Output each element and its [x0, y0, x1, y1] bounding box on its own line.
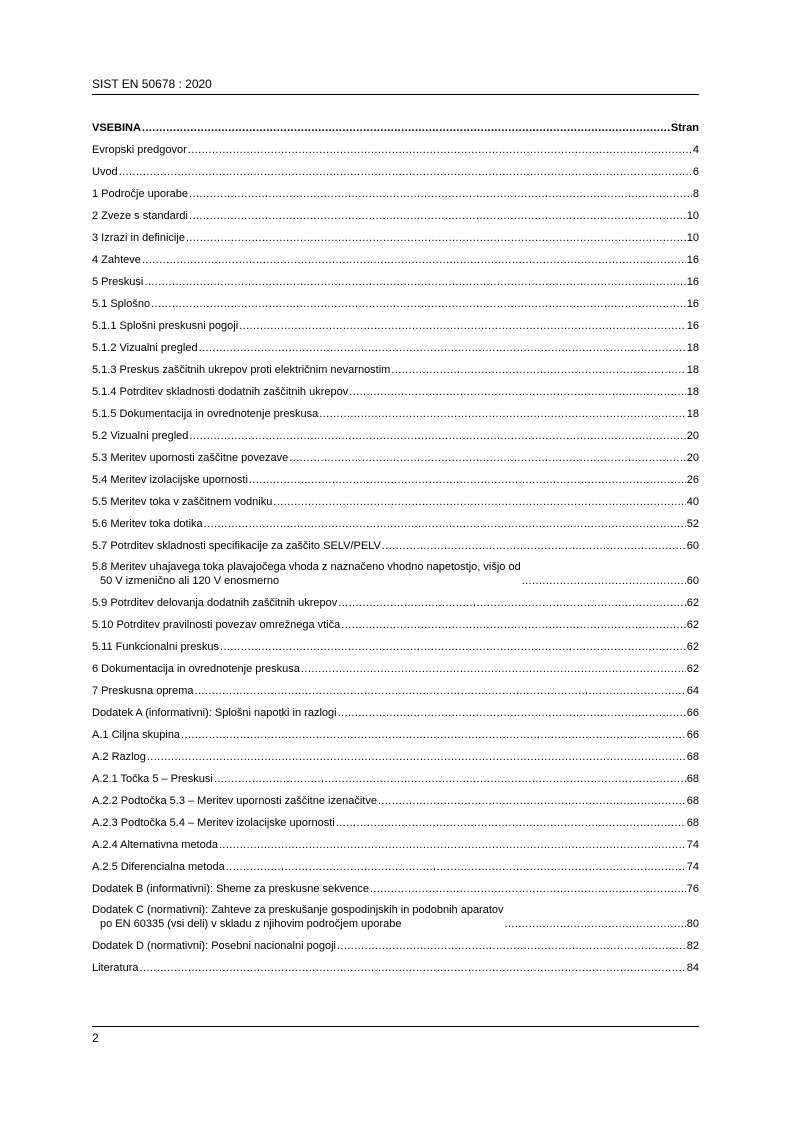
- toc-entry[interactable]: [92, 830, 699, 852]
- toc-entry[interactable]: [92, 179, 699, 201]
- toc-entry[interactable]: [92, 896, 699, 931]
- toc-entry-title: Literatura: [92, 962, 139, 974]
- toc-entry-page-number: 60: [686, 540, 699, 552]
- toc-entry[interactable]: [92, 487, 699, 509]
- toc-entry-page-number: 62: [686, 619, 699, 631]
- toc-leader-dots: [219, 838, 686, 852]
- toc-entry-title: Uvod: [92, 166, 118, 178]
- toc-entry-label: [92, 684, 195, 698]
- toc-entry-label: [92, 750, 147, 764]
- toc-entry-title-continuation: 50 V izmenično ali 120 V enosmerno: [100, 575, 280, 587]
- footer-page-number: 2: [92, 1031, 99, 1045]
- toc-leader-dots: [151, 297, 686, 311]
- toc-entry-title: Dodatek C (normativni): Zahteve za preskušanje gospodinjskih in podobnih aparatov: [92, 904, 504, 916]
- toc-entry-page-number: 66: [686, 729, 699, 741]
- toc-heading-page-label: Stran: [670, 122, 699, 134]
- toc-entry-title: 5.9 Potrditev delovanja dodatnih zaščitnih ukrepov: [92, 597, 338, 609]
- toc-heading-label: VSEBINA: [92, 122, 141, 134]
- toc-leader-dots: [349, 385, 686, 399]
- toc-entry-title: A.1 Ciljna skupina: [92, 729, 181, 741]
- toc-leader-dots: [142, 253, 686, 267]
- toc-entry-page-number: 18: [686, 342, 699, 354]
- toc-entry-label: [92, 961, 139, 975]
- toc-entry-title-continuation: po EN 60335 (vsi deli) v skladu z njihovim področjem uporabe: [100, 918, 402, 930]
- toc-leader-dots: [199, 341, 686, 355]
- toc-entry-title: A.2 Razlog: [92, 751, 146, 763]
- toc-heading-row: [92, 113, 699, 135]
- toc-entry-page-number: 84: [686, 962, 699, 974]
- toc-entry-label: [92, 539, 382, 553]
- toc-entry-page-number: 18: [686, 386, 699, 398]
- toc-entry[interactable]: [92, 355, 699, 377]
- toc-entry-page-number: 68: [686, 795, 699, 807]
- toc-leader-dots: [370, 882, 686, 896]
- toc-entry[interactable]: [92, 509, 699, 531]
- toc-entry-page-number: 68: [686, 751, 699, 763]
- toc-leader-dots: [220, 640, 686, 654]
- toc-entry-page-number: 16: [686, 298, 699, 310]
- toc-leader-dots: [522, 574, 686, 588]
- toc-entry-label: [92, 231, 186, 245]
- toc-entry-page-number: 68: [686, 773, 699, 785]
- toc-entry-page-number: 74: [686, 839, 699, 851]
- toc-entry-label: [92, 297, 151, 311]
- toc-entry-label: [92, 838, 219, 852]
- toc-entry-label: [92, 640, 220, 654]
- toc-entry-label: [92, 187, 189, 201]
- toc-entry-label: [92, 860, 226, 874]
- toc-leader-dots: [382, 539, 686, 553]
- toc-leader-dots: [301, 662, 686, 676]
- toc-leader-dots: [189, 187, 692, 201]
- toc-entry-title: 5 Preskusi: [92, 276, 144, 288]
- toc-entry-label: [92, 363, 391, 377]
- toc-leader-dots: [273, 495, 685, 509]
- toc-entry-title: Dodatek A (informativni): Splošni napotki in razlogi: [92, 707, 337, 719]
- toc-entry[interactable]: [92, 135, 699, 157]
- toc-entry-title: 5.4 Meritev izolacijske upornosti: [92, 474, 248, 486]
- toc-entry-title: 5.1.2 Vizualni pregled: [92, 342, 198, 354]
- toc-entry-title: Evropski predgovor: [92, 144, 187, 156]
- toc-entry-page-number: 64: [686, 685, 699, 697]
- toc-entry-title: 5.1.3 Preskus zaščitnih ukrepov proti električnim nevarnostim: [92, 364, 391, 376]
- toc-entry[interactable]: [92, 377, 699, 399]
- toc-leader-dots: [338, 596, 686, 610]
- header-rule: [92, 94, 699, 95]
- toc-leader-dots: [338, 706, 686, 720]
- toc-entry-label: [92, 517, 204, 531]
- toc-entry[interactable]: [92, 421, 699, 443]
- toc-entry-label: [92, 728, 181, 742]
- toc-entry-page-number: 8: [692, 188, 699, 200]
- toc-leader-dots: [341, 618, 686, 632]
- toc-entry-title: 6 Dokumentacija in ovrednotenje preskusa: [92, 663, 300, 675]
- toc-entry-title: 3 Izrazi in definicije: [92, 232, 185, 244]
- toc-entry-title: Dodatek B (informativni): Sheme za preskusne sekvence: [92, 883, 369, 895]
- toc-entry-page-number: 62: [686, 641, 699, 653]
- toc-entry[interactable]: [92, 874, 699, 896]
- toc-leader-dots: [337, 939, 686, 953]
- toc-entry-label: [92, 319, 239, 333]
- toc-entry-label: [92, 794, 378, 808]
- toc-entry[interactable]: [92, 245, 699, 267]
- toc-entry-title: A.2.4 Alternativna metoda: [92, 839, 218, 851]
- toc-entry-label: [92, 165, 119, 179]
- toc-entry-title: 5.11 Funkcionalni preskus: [92, 641, 219, 653]
- toc-entry[interactable]: [92, 531, 699, 553]
- footer-rule: [92, 1026, 699, 1027]
- toc-entry-title: A.2.3 Podtočka 5.4 – Meritev izolacijske upornosti: [92, 817, 335, 829]
- toc-leader-dots: [239, 319, 686, 333]
- toc-entry-label: [92, 341, 199, 355]
- toc-entry-label: [92, 473, 249, 487]
- toc-entry-page-number: 10: [686, 232, 699, 244]
- toc-entry-page-number: 20: [686, 452, 699, 464]
- toc-leader-dots: [188, 143, 692, 157]
- toc-entry-title: A.2.1 Točka 5 – Preskusi: [92, 773, 213, 785]
- toc-entry-title: 5.6 Meritev toka dotika: [92, 518, 203, 530]
- toc-entry-title: 5.2 Vizualni pregled: [92, 430, 189, 442]
- toc-entry-page-number: 16: [686, 254, 699, 266]
- toc-entry-title: 5.7 Potrditev skladnosti specifikacije za zaščito SELV/PELV: [92, 540, 381, 552]
- toc-entry[interactable]: [92, 953, 699, 975]
- toc-entry-page-number: 52: [686, 518, 699, 530]
- toc-entry-page-number: 82: [686, 940, 699, 952]
- toc-entry[interactable]: [92, 720, 699, 742]
- toc-entry-page-number: 18: [686, 364, 699, 376]
- table-of-contents: [92, 113, 699, 975]
- toc-entry-page-number: 4: [692, 144, 699, 156]
- toc-entry-title: 5.8 Meritev uhajavega toka plavajočega vhoda z naznačeno vhodno napetostjo, višjo od: [92, 561, 521, 573]
- toc-entry-title: Dodatek D (normativni): Posebni nacionalni pogoji: [92, 940, 336, 952]
- toc-entry-label: [92, 385, 349, 399]
- toc-entry[interactable]: [92, 610, 699, 632]
- toc-leader-dots: [226, 860, 686, 874]
- toc-entry-title: 1 Področje uporabe: [92, 188, 189, 200]
- toc-entry-title: 7 Preskusna oprema: [92, 685, 194, 697]
- toc-entry[interactable]: [92, 698, 699, 720]
- toc-entry-label: [92, 560, 522, 588]
- toc-entry[interactable]: [92, 267, 699, 289]
- toc-entry-page-number: 60: [686, 575, 699, 587]
- toc-entry-label: [92, 939, 337, 953]
- toc-entry[interactable]: [92, 764, 699, 786]
- toc-entry-page-number: 62: [686, 597, 699, 609]
- toc-entry-label: [92, 407, 319, 421]
- toc-leader-dots: [391, 363, 685, 377]
- toc-entry-page-number: 6: [692, 166, 699, 178]
- toc-entry[interactable]: [92, 201, 699, 223]
- toc-entry-title: A.2.5 Diferencialna metoda: [92, 861, 225, 873]
- toc-entry[interactable]: [92, 443, 699, 465]
- toc-entry-label: [92, 772, 214, 786]
- toc-entry-label: [92, 451, 289, 465]
- toc-entries: [92, 135, 699, 975]
- toc-entry-label: [92, 903, 505, 931]
- toc-entry[interactable]: [92, 157, 699, 179]
- toc-leader-dots: [378, 794, 686, 808]
- toc-entry-label: [92, 816, 336, 830]
- toc-entry-label: [92, 618, 341, 632]
- toc-entry-title: 5.5 Meritev toka v zaščitnem vodniku: [92, 496, 273, 508]
- toc-entry-title: 5.1 Splošno: [92, 298, 151, 310]
- toc-leader-dots: [505, 917, 686, 931]
- toc-leader-dots: [289, 451, 685, 465]
- toc-entry[interactable]: [92, 289, 699, 311]
- toc-entry-page-number: 16: [686, 320, 699, 332]
- toc-entry-label: [92, 596, 338, 610]
- toc-entry-label: [92, 495, 273, 509]
- toc-entry[interactable]: [92, 654, 699, 676]
- toc-entry-label: [92, 882, 370, 896]
- toc-leader-dots: [186, 231, 686, 245]
- toc-entry[interactable]: [92, 311, 699, 333]
- toc-entry-page-number: 16: [686, 276, 699, 288]
- toc-entry-title: 5.3 Meritev upornosti zaščitne povezave: [92, 452, 289, 464]
- toc-leader-dots: [195, 684, 686, 698]
- toc-entry-page-number: 80: [686, 918, 699, 930]
- toc-entry-label: [92, 275, 144, 289]
- toc-entry-label: [92, 662, 301, 676]
- toc-leader-dots: [181, 728, 686, 742]
- toc-entry-title: 5.1.4 Potrditev skladnosti dodatnih zaščitnih ukrepov: [92, 386, 349, 398]
- toc-leader-dots: [147, 750, 686, 764]
- toc-entry[interactable]: [92, 465, 699, 487]
- toc-entry-page-number: 66: [686, 707, 699, 719]
- toc-entry[interactable]: [92, 223, 699, 245]
- toc-entry-page-number: 26: [686, 474, 699, 486]
- toc-leader-dots: [204, 517, 686, 531]
- toc-leader-dots: [144, 275, 685, 289]
- toc-entry[interactable]: [92, 632, 699, 654]
- toc-entry-title: 5.10 Potrditev pravilnosti povezav omrežnega vtiča: [92, 619, 341, 631]
- toc-entry-page-number: 18: [686, 408, 699, 420]
- toc-entry-page-number: 10: [686, 210, 699, 222]
- toc-entry[interactable]: [92, 786, 699, 808]
- toc-entry[interactable]: [92, 742, 699, 764]
- toc-leader-dots: [139, 961, 685, 975]
- toc-entry-title: 2 Zveze s standardi: [92, 210, 188, 222]
- toc-entry[interactable]: [92, 333, 699, 355]
- toc-entry-label: [92, 429, 189, 443]
- toc-entry-title: 5.1.1 Splošni preskusni pogoji: [92, 320, 239, 332]
- toc-entry-page-number: 20: [686, 430, 699, 442]
- toc-leader-dots: [189, 209, 686, 223]
- toc-leader-dots: [189, 429, 685, 443]
- toc-entry-page-number: 74: [686, 861, 699, 873]
- toc-entry[interactable]: [92, 399, 699, 421]
- toc-entry[interactable]: [92, 676, 699, 698]
- toc-entry-page-number: 62: [686, 663, 699, 675]
- toc-entry[interactable]: [92, 852, 699, 874]
- toc-leader-dots: [119, 165, 692, 179]
- toc-entry-title: 5.1.5 Dokumentacija in ovrednotenje preskusa: [92, 408, 319, 420]
- document-header-title: SIST EN 50678 : 2020: [92, 77, 212, 91]
- toc-entry-title: A.2.2 Podtočka 5.3 – Meritev upornosti zaščitne izenačitve: [92, 795, 377, 807]
- toc-entry-title: 4 Zahteve: [92, 254, 141, 266]
- toc-entry-label: [92, 253, 142, 267]
- toc-entry-page-number: 76: [686, 883, 699, 895]
- toc-entry[interactable]: [92, 931, 699, 953]
- toc-leader-dots: [214, 772, 686, 786]
- toc-leader-dots: [249, 473, 686, 487]
- toc-entry[interactable]: [92, 553, 699, 588]
- toc-entry-label: [92, 143, 188, 157]
- toc-entry-page-number: 40: [686, 496, 699, 508]
- toc-entry[interactable]: [92, 808, 699, 830]
- toc-entry-label: [92, 706, 338, 720]
- toc-leader-dots: [142, 121, 670, 135]
- toc-leader-dots: [336, 816, 686, 830]
- toc-entry-label: [92, 209, 189, 223]
- toc-entry[interactable]: [92, 588, 699, 610]
- toc-leader-dots: [319, 407, 686, 421]
- toc-entry-page-number: 68: [686, 817, 699, 829]
